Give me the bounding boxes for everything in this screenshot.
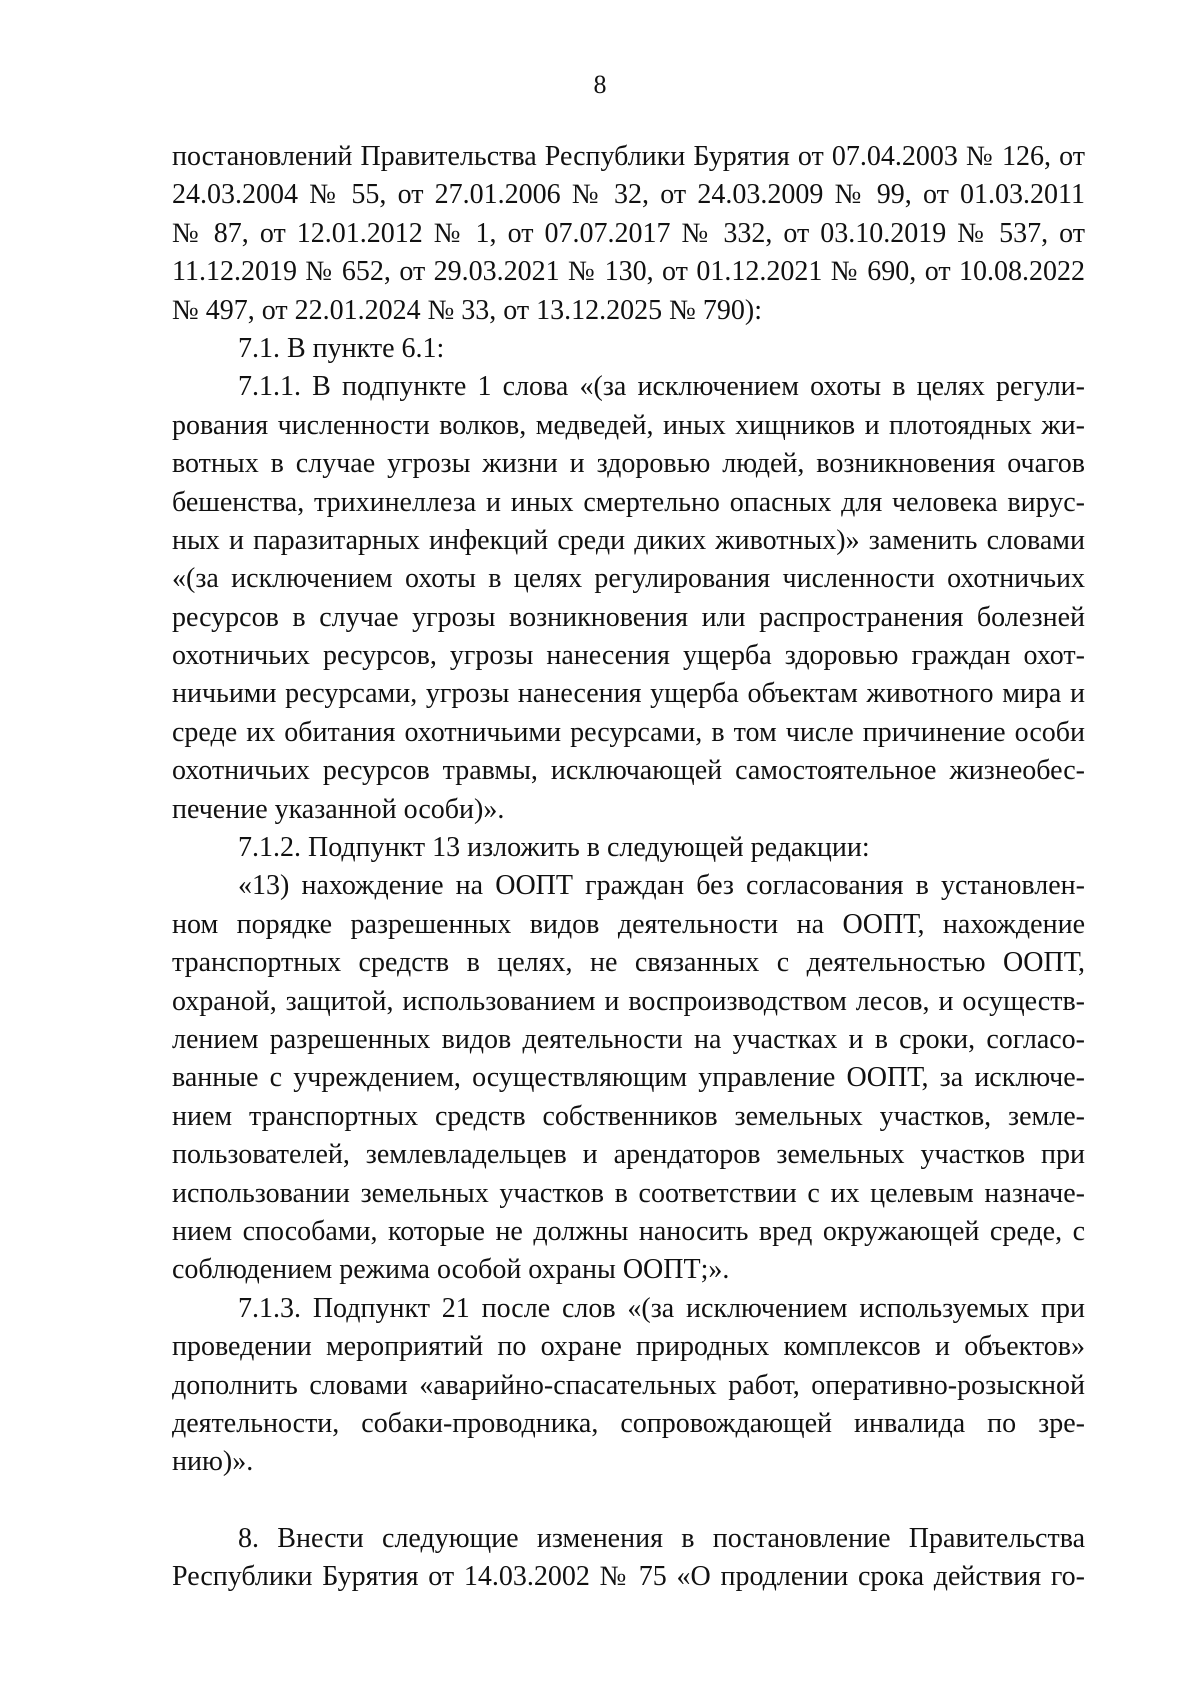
text-line: нием транспортных средств собственников земельных участков, земле-: [172, 1100, 1085, 1132]
text-line: ных и паразитарных инфекций среди диких животных)» заменить словами: [172, 524, 1085, 556]
clause-7-1-3-start: 7.1.3. Подпункт 21 после слов «(за исключением используемых при: [238, 1292, 1085, 1324]
text-line: вотных в случае угрозы жизни и здоровью людей, возникновения очагов: [172, 448, 1085, 480]
text-line: охотничьих ресурсов травмы, исключающей самостоятельное жизнеобес-: [172, 755, 1085, 787]
text-line: пользователей, землевладельцев и арендаторов земельных участков при: [172, 1139, 1085, 1171]
text-line: деятельности, собаки-проводника, сопровождающей инвалида по зре-: [172, 1407, 1085, 1439]
text-line: бешенства, трихинеллеза и иных смертельно опасных для человека вирус-: [172, 486, 1085, 518]
text-line: 11.12.2019 № 652, от 29.03.2021 № 130, от 01.12.2021 № 690, от 10.08.2022: [172, 256, 1085, 288]
text-line: соблюдением режима особой охраны ООПТ;».: [172, 1254, 730, 1286]
text-line: «(за исключением охоты в целях регулирования численности охотничьих: [172, 563, 1085, 595]
text-line: ничьими ресурсами, угрозы нанесения ущерба объектам животного мира и: [172, 678, 1085, 710]
document-body: [172, 138, 1085, 1597]
text-line: лением разрешенных видов деятельности на участках и в сроки, согласо-: [172, 1023, 1085, 1055]
page-number: 8: [593, 70, 607, 99]
text-line: использовании земельных участков в соответствии с их целевым назначе-: [172, 1177, 1085, 1209]
text-line: транспортных средств в целях, не связанных с деятельностью ООПТ,: [172, 947, 1085, 979]
clause-8-start: 8. Внести следующие изменения в постановление Правительства: [238, 1523, 1085, 1555]
text-line: нием способами, которые не должны наносить вред окружающей среде, с: [172, 1215, 1085, 1247]
clause-7-1-1-start: 7.1.1. В подпункте 1 слова «(за исключением охоты в целях регули-: [238, 371, 1085, 403]
text-line: ном порядке разрешенных видов деятельности на ООПТ, нахождение: [172, 908, 1085, 940]
clause-7-1-2-heading: 7.1.2. Подпункт 13 изложить в следующей редакции:: [238, 832, 870, 864]
text-line: постановлений Правительства Республики Бурятия от 07.04.2003 № 126, от: [172, 141, 1085, 172]
paragraph-gap: [172, 1482, 1085, 1520]
text-line: рования численности волков, медведей, иных хищников и плотоядных жи-: [172, 409, 1085, 441]
text-line: проведении мероприятий по охране природных комплексов и объектов»: [172, 1331, 1085, 1363]
text-line: нию)».: [172, 1446, 254, 1478]
text-line: дополнить словами «аварийно-спасательных работ, оперативно-розыскной: [172, 1369, 1085, 1401]
text-line: охраной, защитой, использованием и воспроизводством лесов, и осуществ-: [172, 985, 1085, 1017]
clause-7-1-heading: 7.1. В пункте 6.1:: [238, 332, 445, 364]
text-line: 24.03.2004 № 55, от 27.01.2006 № 32, от 24.03.2009 № 99, от 01.03.2011: [172, 179, 1085, 211]
text-line: № 87, от 12.01.2012 № 1, от 07.07.2017 № 332, от 03.10.2019 № 537, от: [172, 217, 1085, 249]
text-line: печение указанной особи)».: [172, 793, 505, 825]
text-line: охотничьих ресурсов, угрозы нанесения ущерба здоровью граждан охот-: [172, 640, 1085, 672]
subclause-13-start: «13) нахождение на ООПТ граждан без согласования в установлен-: [238, 870, 1085, 902]
text-line: ресурсов в случае угрозы возникновения или распространения болезней: [172, 601, 1085, 633]
text-line: среде их обитания охотничьими ресурсами, в том числе причинение особи: [172, 716, 1085, 748]
text-line: № 497, от 22.01.2024 № 33, от 13.12.2025 № 790):: [172, 294, 762, 326]
text-line: Республики Бурятия от 14.03.2002 № 75 «О продлении срока действия го-: [172, 1561, 1085, 1593]
text-line: ванные с учреждением, осуществляющим управление ООПТ, за исключе-: [172, 1062, 1085, 1094]
